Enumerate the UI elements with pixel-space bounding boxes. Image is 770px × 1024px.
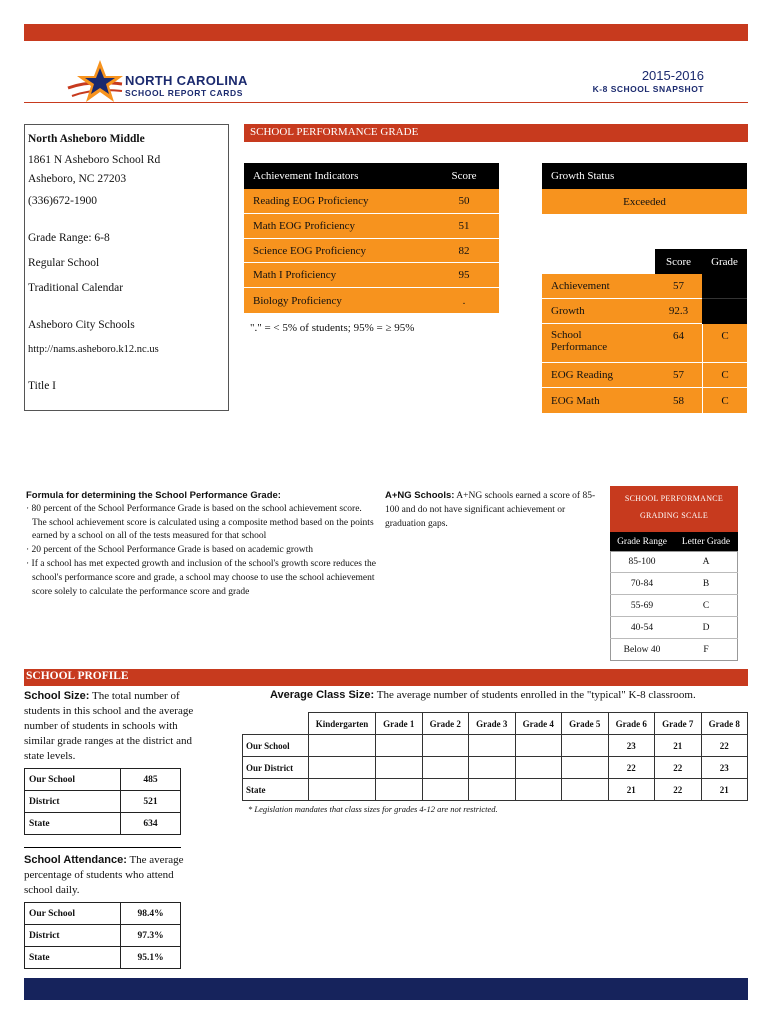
attendance-text: The average percentage of students who attend school daily. — [24, 854, 184, 896]
summary-label-school-performance — [542, 324, 655, 363]
summary-score: 64 — [655, 324, 702, 363]
attendance-divider — [24, 847, 181, 848]
table-row — [25, 903, 181, 925]
title-status: Title I — [28, 380, 57, 392]
indicator-score: 50 — [429, 189, 499, 214]
growth-status-value: Exceeded — [542, 189, 747, 214]
attendance-value: 98.4% — [121, 903, 181, 925]
bottom-banner — [24, 978, 748, 1000]
summary-label: EOG Math — [542, 388, 655, 413]
class-cell — [515, 757, 562, 779]
school-calendar: Traditional Calendar — [28, 282, 124, 294]
size-value: 521 — [121, 791, 181, 813]
letter-grade-cell: F — [703, 645, 709, 655]
report-year: 2015-2016 — [641, 68, 704, 83]
class-cell — [309, 757, 376, 779]
formula-bullet-2: · 20 percent of the School Performance Grade is based on academic growth — [26, 545, 314, 556]
grading-scale-title — [610, 486, 738, 532]
grade-range-cell: 85-100 — [610, 551, 674, 573]
school-name: North Asheboro Middle — [28, 133, 145, 145]
class-cell: 21 — [701, 779, 748, 801]
grade-range-cell: 55-69 — [610, 595, 674, 617]
indicator-label: Math I Proficiency — [244, 263, 429, 288]
class-cell: 22 — [655, 779, 702, 801]
grade-range-header: Grade Range — [610, 532, 674, 551]
class-size-description — [270, 689, 750, 701]
class-cell: 23 — [701, 757, 748, 779]
summary-label-line2: Performance — [551, 341, 608, 353]
indicator-label: Math EOG Proficiency — [244, 214, 429, 239]
summary-score: 57 — [655, 274, 702, 299]
size-value: 485 — [121, 769, 181, 791]
class-cell — [562, 735, 609, 757]
attendance-label: State — [25, 947, 121, 969]
class-cell — [309, 735, 376, 757]
class-cell — [422, 779, 469, 801]
class-col-header: Grade 5 — [562, 713, 609, 735]
class-size-table — [242, 712, 748, 801]
ang-section — [385, 489, 605, 531]
class-size-note: * Legislation mandates that class sizes for grades 4-12 are not restricted. — [248, 804, 498, 814]
school-address-1: 1861 N Asheboro School Rd — [28, 154, 161, 166]
formula-section — [26, 489, 376, 599]
school-phone: (336)672-1900 — [28, 195, 97, 207]
achievement-header: Achievement Indicators — [244, 163, 429, 189]
summary-grade — [702, 274, 747, 299]
class-row-label: Our School — [243, 735, 309, 757]
class-col-header: Grade 4 — [515, 713, 562, 735]
class-col-header: Grade 1 — [376, 713, 423, 735]
size-label: State — [25, 813, 121, 835]
logo-subtitle: SCHOOL REPORT CARDS — [125, 88, 243, 98]
class-cell — [469, 757, 516, 779]
attendance-label: Our School — [25, 903, 121, 925]
class-row-label: State — [243, 779, 309, 801]
summary-score-header: Score — [655, 249, 702, 274]
school-size-description — [24, 689, 204, 764]
table-row — [25, 769, 181, 791]
class-cell — [515, 779, 562, 801]
indicator-score: 51 — [429, 214, 499, 239]
grading-scale-title-2: GRADING SCALE — [639, 511, 709, 520]
class-cell — [515, 735, 562, 757]
proficiency-footnote: "." = < 5% of students; 95% = ≥ 95% — [250, 322, 415, 334]
class-cell: 22 — [608, 757, 655, 779]
top-banner — [24, 24, 748, 41]
table-row — [243, 713, 748, 735]
summary-score: 58 — [655, 388, 702, 413]
attendance-title: School Attendance: — [24, 854, 127, 866]
summary-grade: C — [702, 324, 747, 363]
class-cell — [422, 757, 469, 779]
attendance-value: 97.3% — [121, 925, 181, 947]
blank-header — [243, 713, 309, 735]
school-type: Regular School — [28, 257, 100, 269]
indicator-score: 95 — [429, 263, 499, 288]
size-value: 634 — [121, 813, 181, 835]
class-col-header: Kindergarten — [309, 713, 376, 735]
class-cell: 21 — [608, 779, 655, 801]
school-district: Asheboro City Schools — [28, 319, 135, 331]
table-row — [25, 813, 181, 835]
formula-title: Formula for determining the School Performance Grade: — [26, 490, 281, 501]
letter-grade-cell: D — [674, 617, 738, 639]
class-cell: 22 — [655, 757, 702, 779]
table-row — [25, 925, 181, 947]
header-rule — [24, 102, 748, 103]
class-size-text: The average number of students enrolled in the "typical" K-8 classroom. — [376, 689, 696, 701]
indicator-label: Reading EOG Proficiency — [244, 189, 429, 214]
grade-range-cell: Below 40 — [623, 645, 661, 655]
school-size-text: The total number of students in this school and the average number of students in schools with similar grade ranges at the district and state levels. — [24, 690, 194, 762]
grading-scale-title-1: SCHOOL PERFORMANCE — [624, 494, 724, 503]
performance-header: SCHOOL PERFORMANCE GRADE — [244, 124, 748, 142]
summary-score: 92.3 — [655, 299, 702, 324]
table-row — [243, 779, 748, 801]
ang-text: A+NG schools earned a score of 85-100 and do not have significant achievement or graduation gaps. — [385, 491, 596, 529]
ang-title: A+NG Schools: — [385, 490, 455, 501]
indicator-label: Biology Proficiency — [244, 288, 429, 313]
class-cell — [376, 757, 423, 779]
school-url[interactable]: http://nams.asheboro.k12.nc.us — [28, 344, 159, 355]
class-col-header: Grade 7 — [655, 713, 702, 735]
class-cell: 21 — [655, 735, 702, 757]
class-col-header: Grade 2 — [422, 713, 469, 735]
summary-grade: C — [702, 388, 747, 413]
class-cell — [469, 735, 516, 757]
indicator-label: Science EOG Proficiency — [244, 239, 429, 263]
table-row — [25, 791, 181, 813]
class-size-title: Average Class Size: — [270, 689, 375, 701]
snapshot-title: K-8 SCHOOL SNAPSHOT — [592, 84, 704, 94]
table-row — [243, 757, 748, 779]
class-cell — [309, 779, 376, 801]
letter-grade-cell: A — [674, 551, 738, 573]
indicator-score: 82 — [429, 239, 499, 263]
class-cell: 22 — [701, 735, 748, 757]
table-row — [25, 947, 181, 969]
class-row-label: Our District — [243, 757, 309, 779]
formula-bullet-1: · 80 percent of the School Performance Grade is based on the school achievement score. The school achievement score is calculated using a composite method based on the points earned by a school on all of the tests measured for that school — [26, 503, 374, 542]
attendance-label: District — [25, 925, 121, 947]
score-header: Score — [429, 163, 499, 189]
school-size-table — [24, 768, 181, 835]
summary-label: Achievement — [542, 274, 655, 299]
class-cell — [562, 757, 609, 779]
summary-grade-header: Grade — [702, 249, 747, 274]
logo-title: NORTH CAROLINA — [125, 73, 248, 88]
school-size-title: School Size: — [24, 690, 90, 702]
class-col-header: Grade 8 — [701, 713, 748, 735]
school-address-2: Asheboro, NC 27203 — [28, 173, 127, 185]
attendance-table — [24, 902, 181, 969]
indicator-score: . — [429, 288, 499, 313]
class-cell: 23 — [608, 735, 655, 757]
letter-grade-header: Letter Grade — [674, 532, 738, 551]
class-cell — [469, 779, 516, 801]
class-col-header: Grade 3 — [469, 713, 516, 735]
class-cell — [562, 779, 609, 801]
summary-label: EOG Reading — [542, 363, 655, 388]
class-col-header: Grade 6 — [608, 713, 655, 735]
formula-bullet-3: · If a school has met expected growth and inclusion of the school's growth score reduces the school's performance score and grade, a school may choose to use the school achievement score solely to calculate the performance score and grade — [26, 558, 376, 597]
school-profile-header: SCHOOL PROFILE — [24, 669, 748, 686]
grade-range-cell: 40-54 — [610, 617, 674, 639]
class-cell — [376, 779, 423, 801]
attendance-value: 95.1% — [121, 947, 181, 969]
letter-grade-cell: B — [674, 573, 738, 595]
table-row — [243, 735, 748, 757]
class-cell — [422, 735, 469, 757]
grade-range-cell: 70-84 — [610, 573, 674, 595]
summary-label: Growth — [542, 299, 655, 324]
growth-status-header: Growth Status — [542, 163, 747, 189]
summary-score: 57 — [655, 363, 702, 388]
size-label: Our School — [25, 769, 121, 791]
attendance-description — [24, 853, 204, 898]
grade-range: Grade Range: 6-8 — [28, 232, 110, 244]
letter-grade-cell: C — [674, 595, 738, 617]
size-label: District — [25, 791, 121, 813]
summary-grade — [702, 299, 747, 324]
class-cell — [376, 735, 423, 757]
summary-label: School — [551, 329, 582, 341]
summary-grade: C — [702, 363, 747, 388]
